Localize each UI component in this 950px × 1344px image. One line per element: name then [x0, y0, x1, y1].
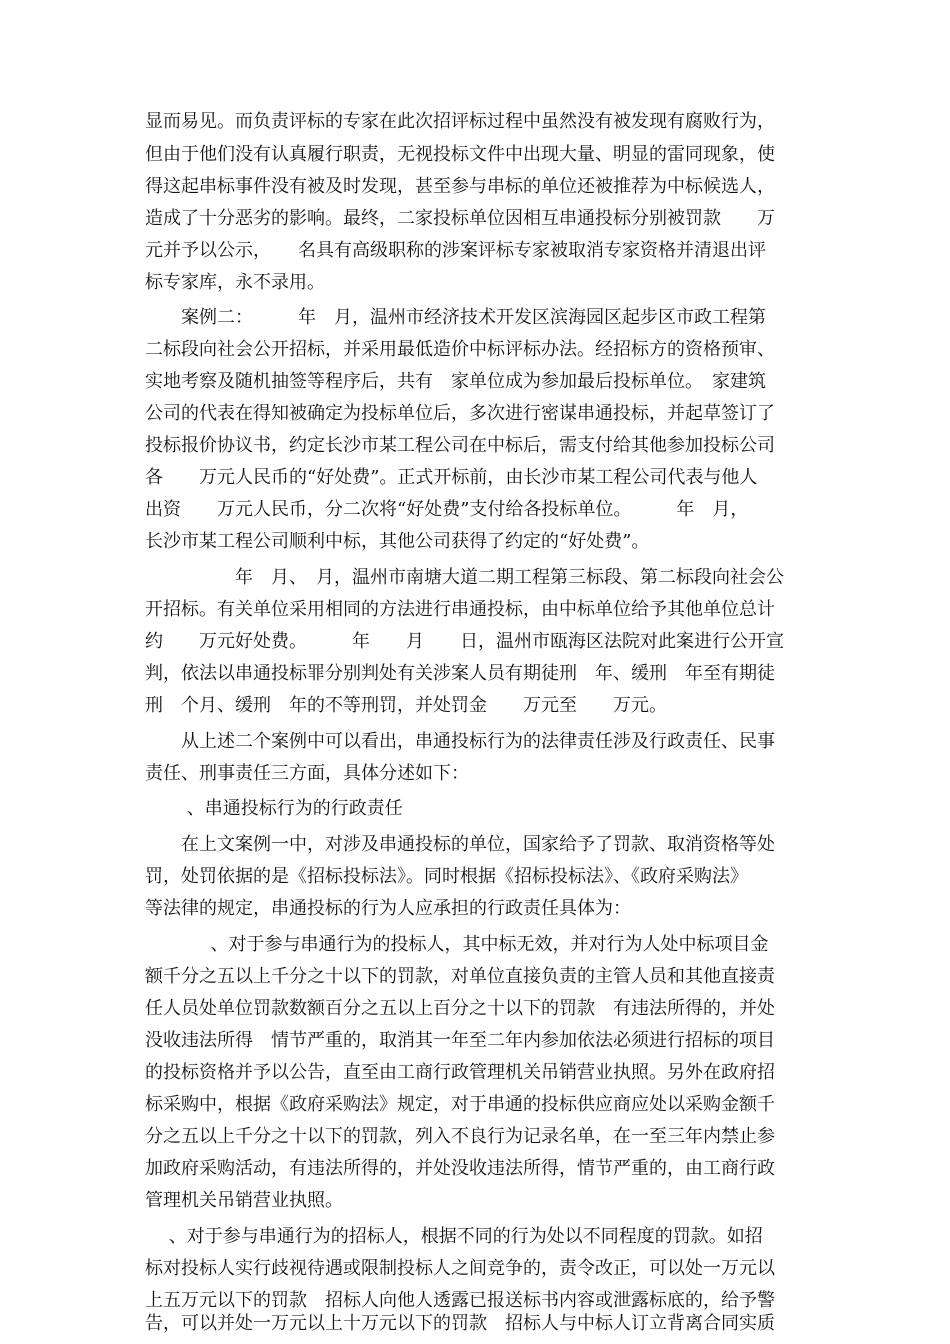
paragraph-1-line-1: 显而易见。而负责评标的专家在此次招评标过程中虽然没有被发现有腐败行为， — [145, 111, 775, 132]
paragraph-6-line-1: 在上文案例一中，对涉及串通投标的单位，国家给予了罚款、取消资格等处 — [145, 834, 775, 855]
paragraph-7-line-9: 管理机关吊销营业执照。 — [145, 1190, 343, 1211]
paragraph-2-line-7: 出资 万元人民币，分二次将“好处费”支付给各投标单位。 年 月， — [145, 499, 749, 520]
paragraph-7-line-1: 、对于参与串通行为的投标人，其中标无效，并对行为人处中标项目金 — [145, 934, 769, 955]
paragraph-2-line-8: 长沙市某工程公司顺利中标，其他公司获得了约定的“好处费”。 — [145, 531, 650, 552]
paragraph-4-line-1: 从上述二个案例中可以看出，串通投标行为的法律责任涉及行政责任、民事 — [145, 731, 775, 752]
paragraph-7-line-6: 标采购中，根据《政府采购法》规定，对于串通的投标供应商应处以采购金额千 — [145, 1094, 775, 1115]
paragraph-8-line-1: 、对于参与串通行为的招标人，根据不同的行为处以不同程度的罚款。如招 — [145, 1226, 763, 1247]
paragraph-6-line-2: 罚，处罚依据的是《招标投标法》。同时根据《招标投标法》、《政府采购法》 — [145, 866, 748, 887]
paragraph-4-line-2: 责任、刑事责任三方面，具体分述如下： — [145, 763, 469, 784]
paragraph-8-line-3: 上五万元以下的罚款 招标人向他人透露已报送标书内容或泄露标底的，给予警 — [145, 1290, 775, 1311]
paragraph-3-line-2: 开招标。有关单位采用相同的方法进行串通投标，由中标单位给予其他单位总计 — [145, 599, 775, 620]
paragraph-7-line-3: 任人员处单位罚款数额百分之五以上百分之十以下的罚款 有违法所得的，并处 — [145, 998, 775, 1019]
paragraph-1-line-5: 元并予以公示， 名具有高级职称的涉案评标专家被取消专家资格并清退出评 — [145, 240, 766, 261]
paragraph-7-line-2: 额千分之五以上千分之十以下的罚款，对单位直接负责的主管人员和其他直接责 — [145, 966, 775, 987]
paragraph-3-line-1: 年 月、 月，温州市南塘大道二期工程第三标段、第二标段向社会公 — [145, 567, 784, 588]
paragraph-2-line-5: 投标报价协议书，约定长沙市某工程公司在中标后，需支付给其他参加投标公司 — [145, 435, 775, 456]
paragraph-2-line-3: 实地考察及随机抽签等程序后，共有 家单位成为参加最后投标单位。 家建筑 — [145, 371, 766, 392]
paragraph-8-line-4: 告，可以并处一万元以上十万元以下的罚款 招标人与中标人订立背离合同实质 — [145, 1313, 775, 1334]
paragraph-2-line-6: 各 万元人民币的“好处费”。正式开标前，由长沙市某工程公司代表与他人 — [145, 467, 758, 488]
paragraph-1-line-2: 但由于他们没有认真履行职责，无视投标文件中出现大量、明显的雷同现象，使 — [145, 144, 775, 165]
paragraph-3-line-4: 判，依法以串通投标罪分别判处有关涉案人员有期徒刑 年、缓刑 年至有期徒 — [145, 663, 775, 684]
paragraph-2-line-1: 案例二： 年 月，温州市经济技术开发区滨海园区起步区市政工程第 — [145, 307, 766, 328]
paragraph-1-line-6: 标专家库，永不录用。 — [145, 272, 325, 293]
paragraph-2-line-4: 公司的代表在得知被确定为投标单位后，多次进行密谋串通投标，并起草签订了 — [145, 403, 775, 424]
section-heading: 、串通投标行为的行政责任 — [145, 798, 403, 819]
paragraph-3-line-5: 刑 个月、缓刑 年的不等刑罚，并处罚金 万元至 万元。 — [145, 695, 667, 716]
paragraph-2-line-2: 二标段向社会公开招标，并采用最低造价中标评标办法。经招标方的资格预审、 — [145, 339, 775, 360]
paragraph-6-line-3: 等法律的规定，串通投标的行为人应承担的行政责任具体为： — [145, 898, 631, 919]
paragraph-7-line-7: 分之五以上千分之十以下的罚款，列入不良行为记录名单，在一至三年内禁止参 — [145, 1126, 775, 1147]
paragraph-7-line-4: 没收违法所得 情节严重的，取消其一年至二年内参加依法必须进行招标的项目 — [145, 1030, 775, 1051]
paragraph-1-line-3: 得这起串标事件没有被及时发现，甚至参与串标的单位还被推荐为中标候选人， — [145, 176, 775, 197]
paragraph-7-line-5: 的投标资格并予以公告，直至由工商行政管理机关吊销营业执照。另外在政府招 — [145, 1062, 775, 1083]
paragraph-3-line-3: 约 万元好处费。 年 月 日，温州市瓯海区法院对此案进行公开宣 — [145, 631, 784, 652]
paragraph-7-line-8: 加政府采购活动，有违法所得的，并处没收违法所得，情节严重的，由工商行政 — [145, 1158, 775, 1179]
paragraph-1-line-4: 造成了十分恶劣的影响。最终，二家投标单位因相互串通投标分别被罚款 万 — [145, 208, 775, 229]
paragraph-8-line-2: 标对投标人实行歧视待遇或限制投标人之间竞争的，责令改正，可以处一万元以 — [145, 1258, 775, 1279]
